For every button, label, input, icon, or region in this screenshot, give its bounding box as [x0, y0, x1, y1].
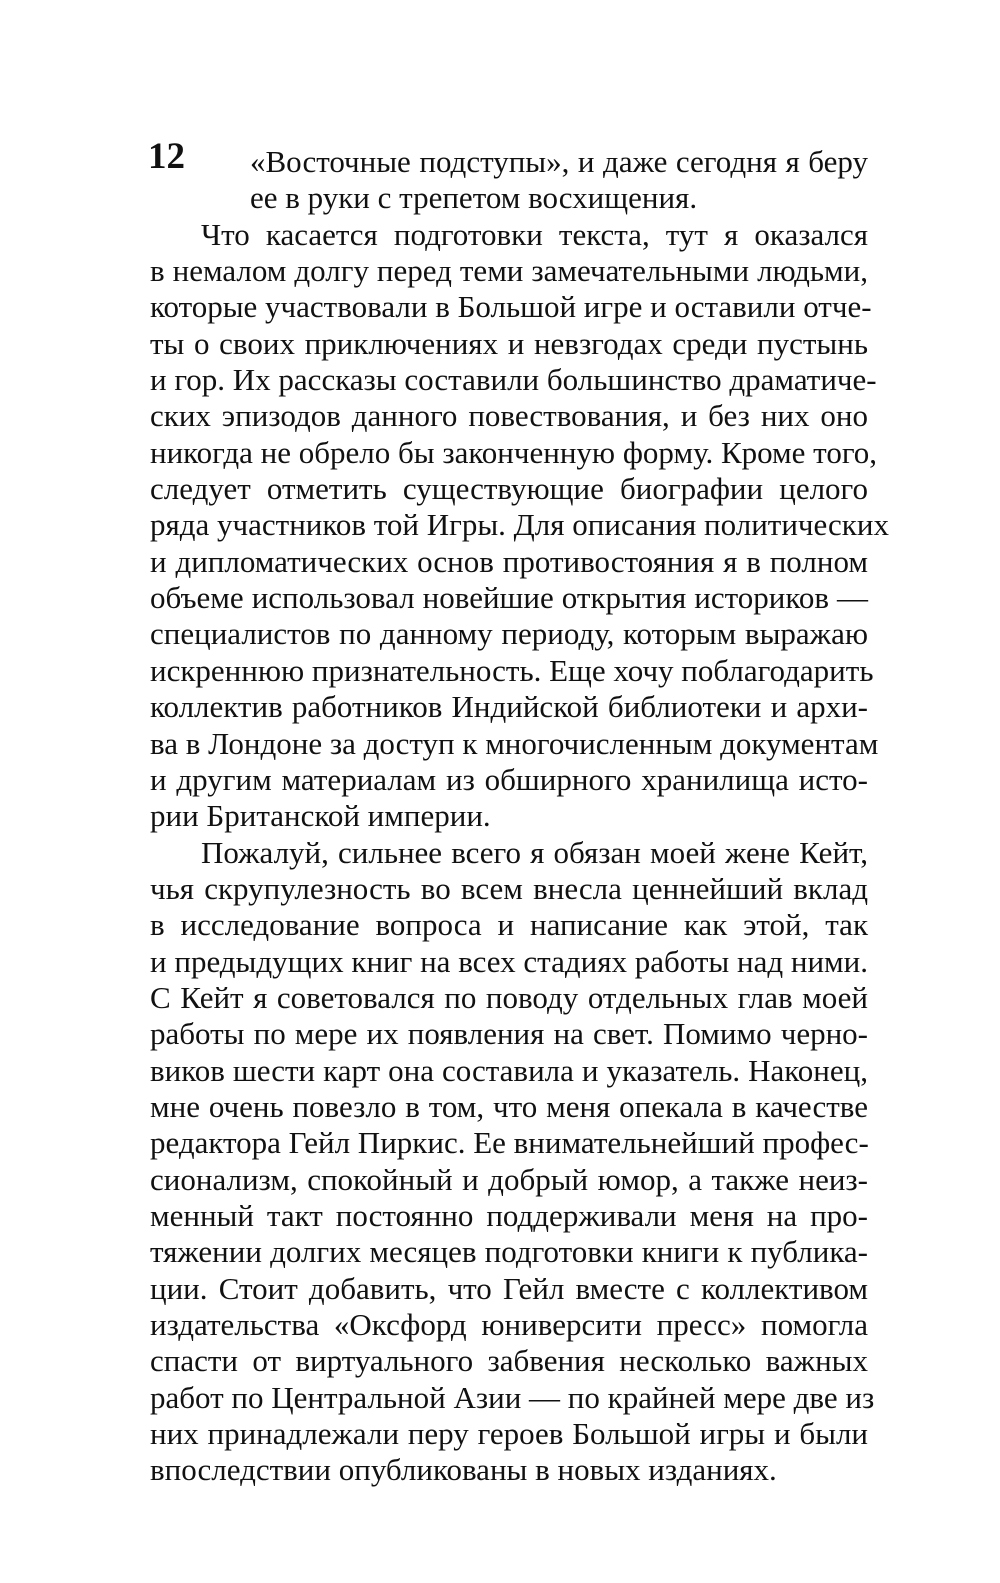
text-line: ских эпизодов данного повествования, и без них оно: [150, 398, 868, 434]
text-line: тяжении долгих месяцев подготовки книги к публика-: [150, 1234, 868, 1270]
text-line: никогда не обрело бы законченную форму. Кроме того,: [150, 434, 878, 470]
text-line: них принадлежали перу героев Большой игры и были: [150, 1416, 868, 1452]
text-line: редактора Гейл Пиркис. Ее внимательнейший профес-: [150, 1125, 869, 1161]
text-line: чья скрупулезность во всем внесла ценнейший вклад: [150, 870, 868, 906]
body-text: [150, 144, 889, 1489]
text-line: Что касается подготовки текста, тут я оказался: [201, 216, 868, 252]
text-line: ва в Лондоне за доступ к многочисленным документам: [150, 725, 879, 761]
text-line: искреннюю признательность. Еще хочу поблагодарить: [150, 652, 874, 688]
text-line: впоследствии опубликованы в новых изданиях.: [150, 1452, 777, 1488]
text-line: коллектив работников Индийской библиотеки и архи-: [150, 689, 868, 725]
text-line: и предыдущих книг на всех стадиях работы над ними.: [150, 943, 868, 979]
text-line: издательства «Оксфорд юниверсити пресс» помогла: [150, 1307, 868, 1342]
text-line: ряда участников той Игры. Для описания политических: [150, 507, 889, 543]
text-line: следует отметить существующие биографии целого: [150, 471, 868, 507]
text-line: виков шести карт она составила и указатель. Наконец,: [150, 1052, 868, 1088]
text-line: и другим материалам из обширного хранилища исто-: [150, 761, 868, 797]
text-line: рии Британской империи.: [150, 798, 491, 834]
text-line: С Кейт я советовался по поводу отдельных глав моей: [150, 979, 868, 1015]
text-line: спасти от виртуального забвения несколько важных: [150, 1343, 868, 1379]
page-number: 12: [148, 136, 185, 177]
text-line: которые участвовали в Большой игре и оставили отче-: [150, 289, 872, 325]
text-line: сионализм, спокойный и добрый юмор, а также неиз-: [150, 1161, 868, 1197]
text-line: в исследование вопроса и написание как этой, так: [150, 907, 868, 943]
text-line: специалистов по данному периоду, которым выражаю: [150, 616, 868, 652]
text-line: в немалом долгу перед теми замечательными людьми,: [150, 253, 868, 289]
text-line: и дипломатических основ противостояния я в полном: [150, 543, 868, 579]
text-line: ции. Стоит добавить, что Гейл вместе с коллективом: [150, 1270, 868, 1306]
text-line: мне очень повезло в том, что меня опекала в качестве: [150, 1088, 868, 1124]
text-line: и гор. Их рассказы составили большинство драматиче-: [150, 362, 877, 398]
text-line: менный такт постоянно поддерживали меня на про-: [150, 1197, 868, 1233]
text-line: ее в руки с трепетом восхищения.: [250, 180, 698, 216]
text-line: Пожалуй, сильнее всего я обязан моей жене Кейт,: [201, 834, 868, 870]
text-line: работ по Центральной Азии — по крайней мере две из: [150, 1379, 875, 1415]
text-line: «Восточные подступы», и даже сегодня я беру: [250, 144, 868, 179]
text-line: работы по мере их появления на свет. Помимо черно-: [150, 1016, 868, 1052]
text-line: объеме использовал новейшие открытия историков —: [150, 580, 868, 616]
text-line: ты о своих приключениях и невзгодах среди пустынь: [150, 325, 868, 361]
